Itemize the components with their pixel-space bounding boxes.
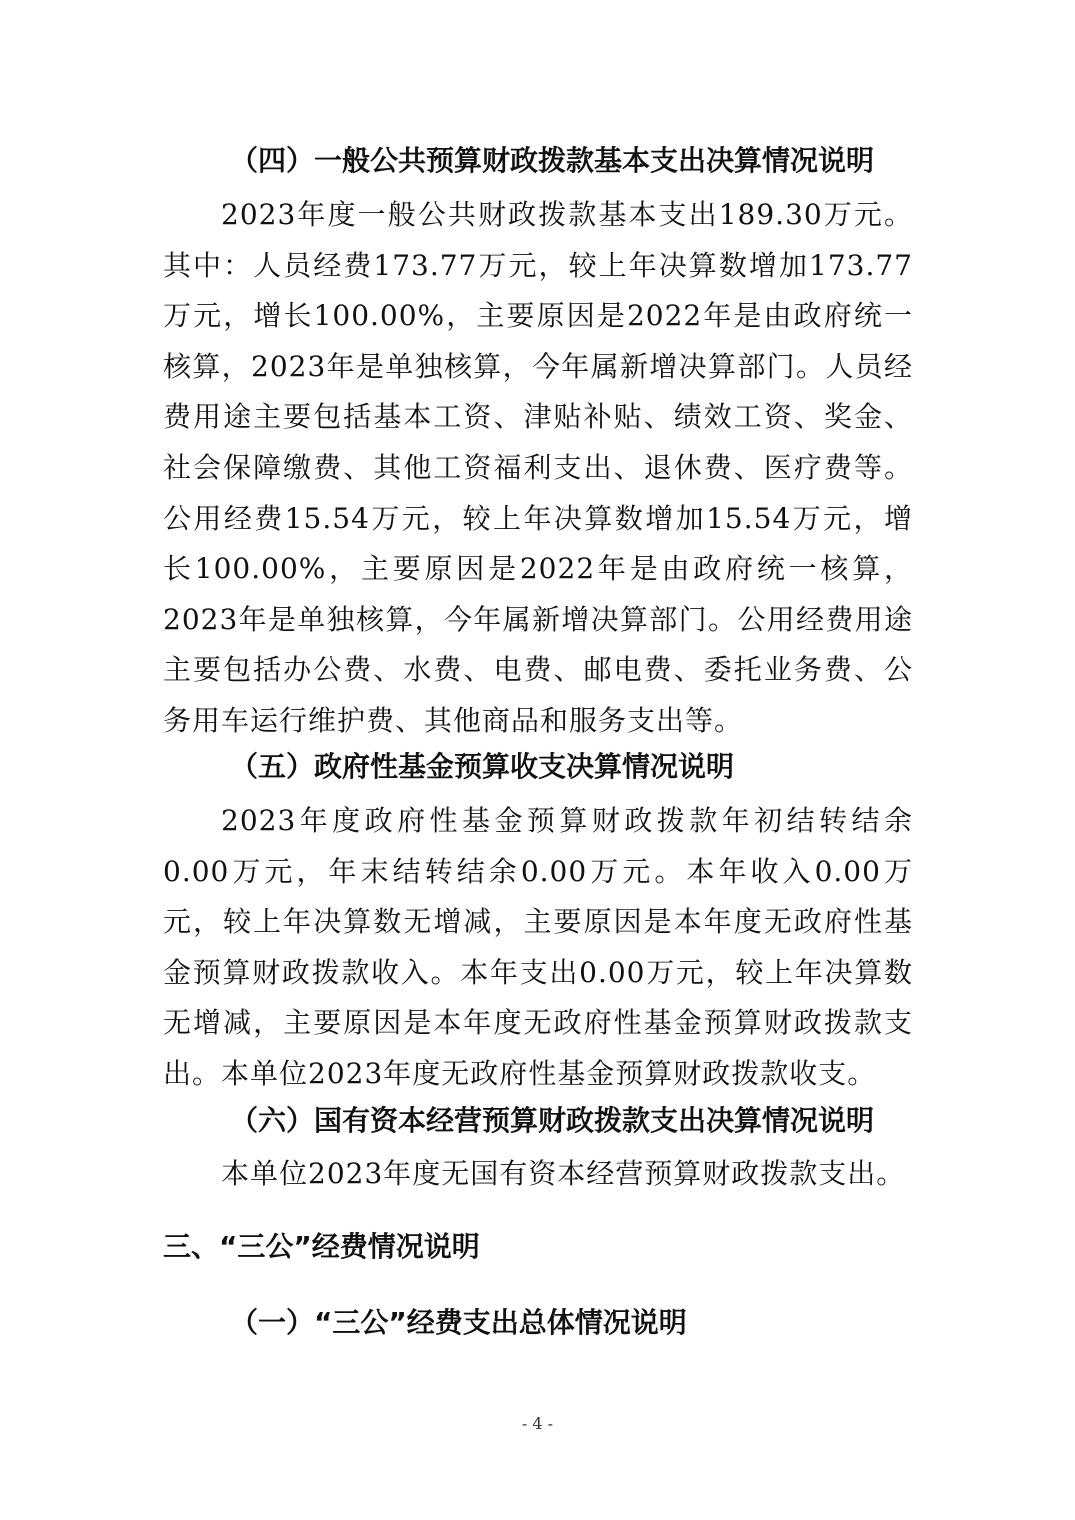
section-6-heading: （六）国有资本经营预算财政拨款支出决算情况说明 <box>230 1104 875 1137</box>
section-3-1-heading: （一）“三公”经费支出总体情况说明 <box>230 1306 687 1339</box>
section-5-heading: （五）政府性基金预算收支决算情况说明 <box>230 750 735 783</box>
section-4-body-block <box>163 190 913 747</box>
section-5-body-block <box>163 796 913 1100</box>
section-4-heading: （四）一般公共预算财政拨款基本支出决算情况说明 <box>230 144 875 177</box>
page-number: - 4 - <box>521 1414 554 1433</box>
section-4-paragraph: 2023年度一般公共财政拨款基本支出189.30万元。其中：人员经费173.77万元，较上年决算数增加173.77万元，增长100.00%，主要原因是2022年是由政府统一核算，2023年是单独核算，今年属新增决算部门。人员经费用途主要包括基本工资、津贴补贴、绩效工资、奖金、社会保障缴费、其他工资福利支出、退休费、医疗费等。公用经费15.54万元，较上年决算数增加15.54万元，增长100.00%，主要原因是2022年是由政府统一核算，2023年是单独核算，今年属新增决算部门。公用经费用途主要包括办公费、水费、电费、邮电费、委托业务费、公务用车运行维护费、其他商品和服务支出等。 <box>163 198 913 737</box>
section-6-paragraph: 本单位2023年度无国有资本经营预算财政拨款支出。 <box>221 1157 906 1190</box>
section-5-paragraph: 2023年度政府性基金预算财政拨款年初结转结余0.00万元，年末结转结余0.00万元。本年收入0.00万元，较上年决算数无增减，主要原因是本年度无政府性基金预算财政拨款收入。本年支出0.00万元，较上年决算数无增减，主要原因是本年度无政府性基金预算财政拨款支出。本单位2023年度无政府性基金预算财政拨款收支。 <box>163 804 913 1090</box>
section-3-heading: 三、“三公”经费情况说明 <box>163 1230 480 1263</box>
section-6-body-block <box>163 1149 913 1200</box>
